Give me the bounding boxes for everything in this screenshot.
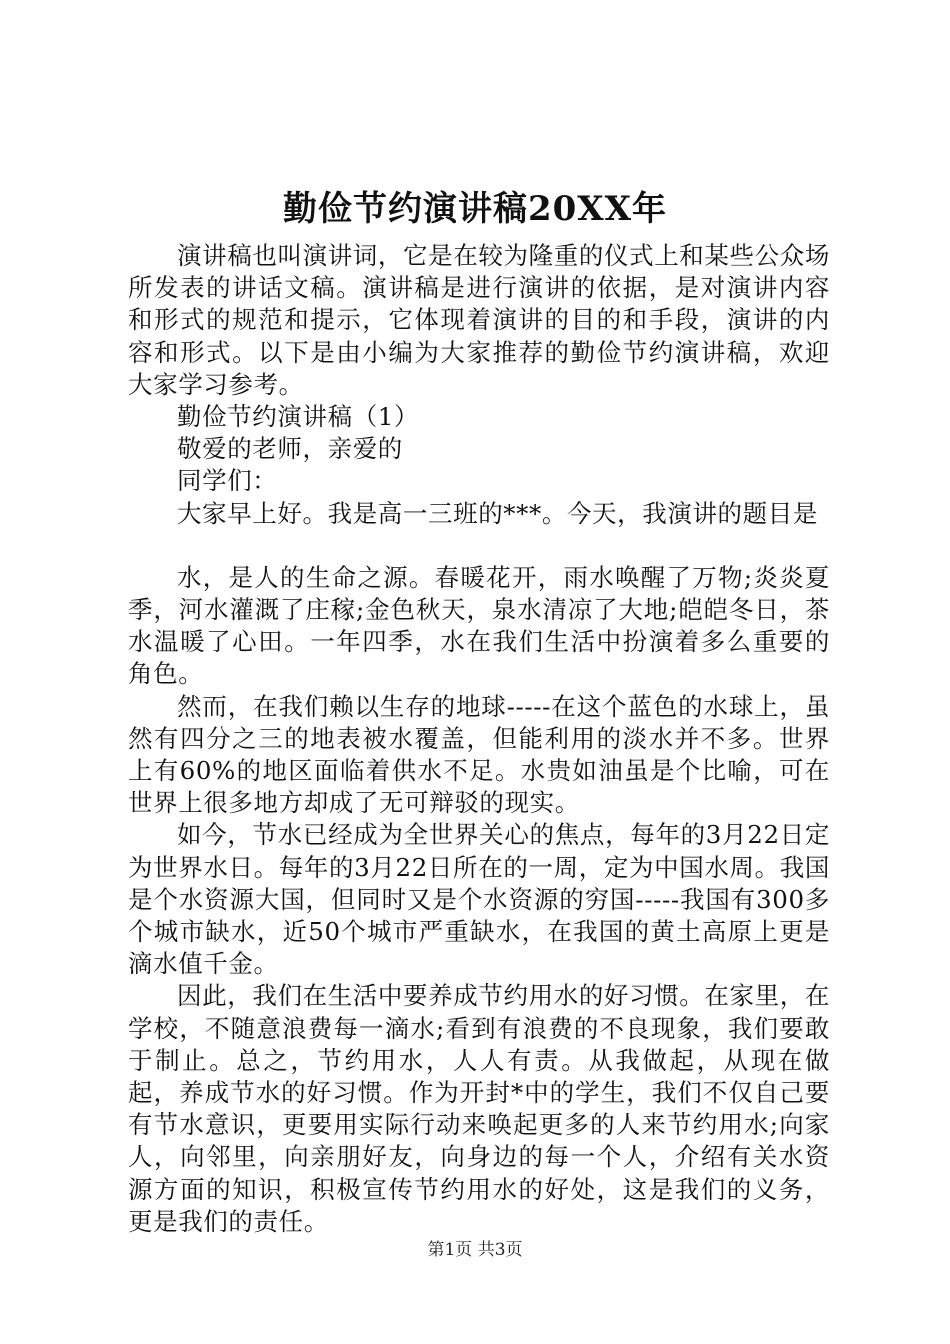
water-paragraph: 水，是人的生命之源。春暖花开，雨水唤醒了万物;炎炎夏季，河水灌溉了庄稼;金色秋天，泉水清凉了大地;皑皑冬日，茶水温暖了心田。一年四季，水在我们生活中扮演着多么重要的角色。 — [128, 562, 830, 689]
document-title: 勤俭节约演讲稿20XX年 — [282, 189, 668, 229]
paragraph-gap — [128, 530, 830, 562]
document-body — [128, 240, 830, 1238]
greeting-paragraph: 大家早上好。我是高一三班的***。今天，我演讲的题目是 — [177, 498, 818, 528]
intro-paragraph: 演讲稿也叫演讲词，它是在较为隆重的仪式上和某些公众场所发表的讲话文稿。演讲稿是进行演讲的依据，是对演讲内容和形式的规范和提示，它体现着演讲的目的和手段，演讲的内容和形式。以下是由小编为大家推荐的勤俭节约演讲稿，欢迎大家学习参考。 — [128, 241, 830, 399]
salutation-line-1: 敬爱的老师，亲爱的 — [177, 434, 403, 464]
water-day-paragraph: 如今，节水已经成为全世界关心的焦点，每年的3月22日定为世界水日。每年的3月22日所在的一周，定为中国水周。我国是个水资源大国，但同时又是个水资源的穷国-----我国有300多个城市缺水，近50个城市严重缺水，在我国的黄土高原上更是滴水值千金。 — [128, 820, 830, 979]
page-footer: 第1页 共3页 — [427, 1240, 523, 1260]
conclusion-paragraph: 因此，我们在生活中要养成节约用水的好习惯。在家里，在学校，不随意浪费每一滴水;看到有浪费的不良现象，我们要敢于制止。总之，节约用水，人人有责。从我做起，从现在做起，养成节水的好习惯。作为开封*中的学生，我们不仅自己要有节水意识，更要用实际行动来唤起更多的人来节约用水;向家人，向邻里，向亲朋好友，向身边的每一个人，介绍有关水资源方面的知识，积极宣传节约用水的好处，这是我们的义务，更是我们的责任。 — [128, 981, 830, 1236]
earth-paragraph: 然而，在我们赖以生存的地球-----在这个蓝色的水球上，虽然有四分之三的地表被水覆盖，但能利用的淡水并不多。世界上有60%的地区面临着供水不足。水贵如油虽是个比喻，可在世界上很多地方却成了无可辩驳的现实。 — [128, 691, 830, 818]
speech-heading: 勤俭节约演讲稿（1） — [177, 402, 420, 432]
salutation-line-2: 同学们： — [177, 466, 278, 496]
